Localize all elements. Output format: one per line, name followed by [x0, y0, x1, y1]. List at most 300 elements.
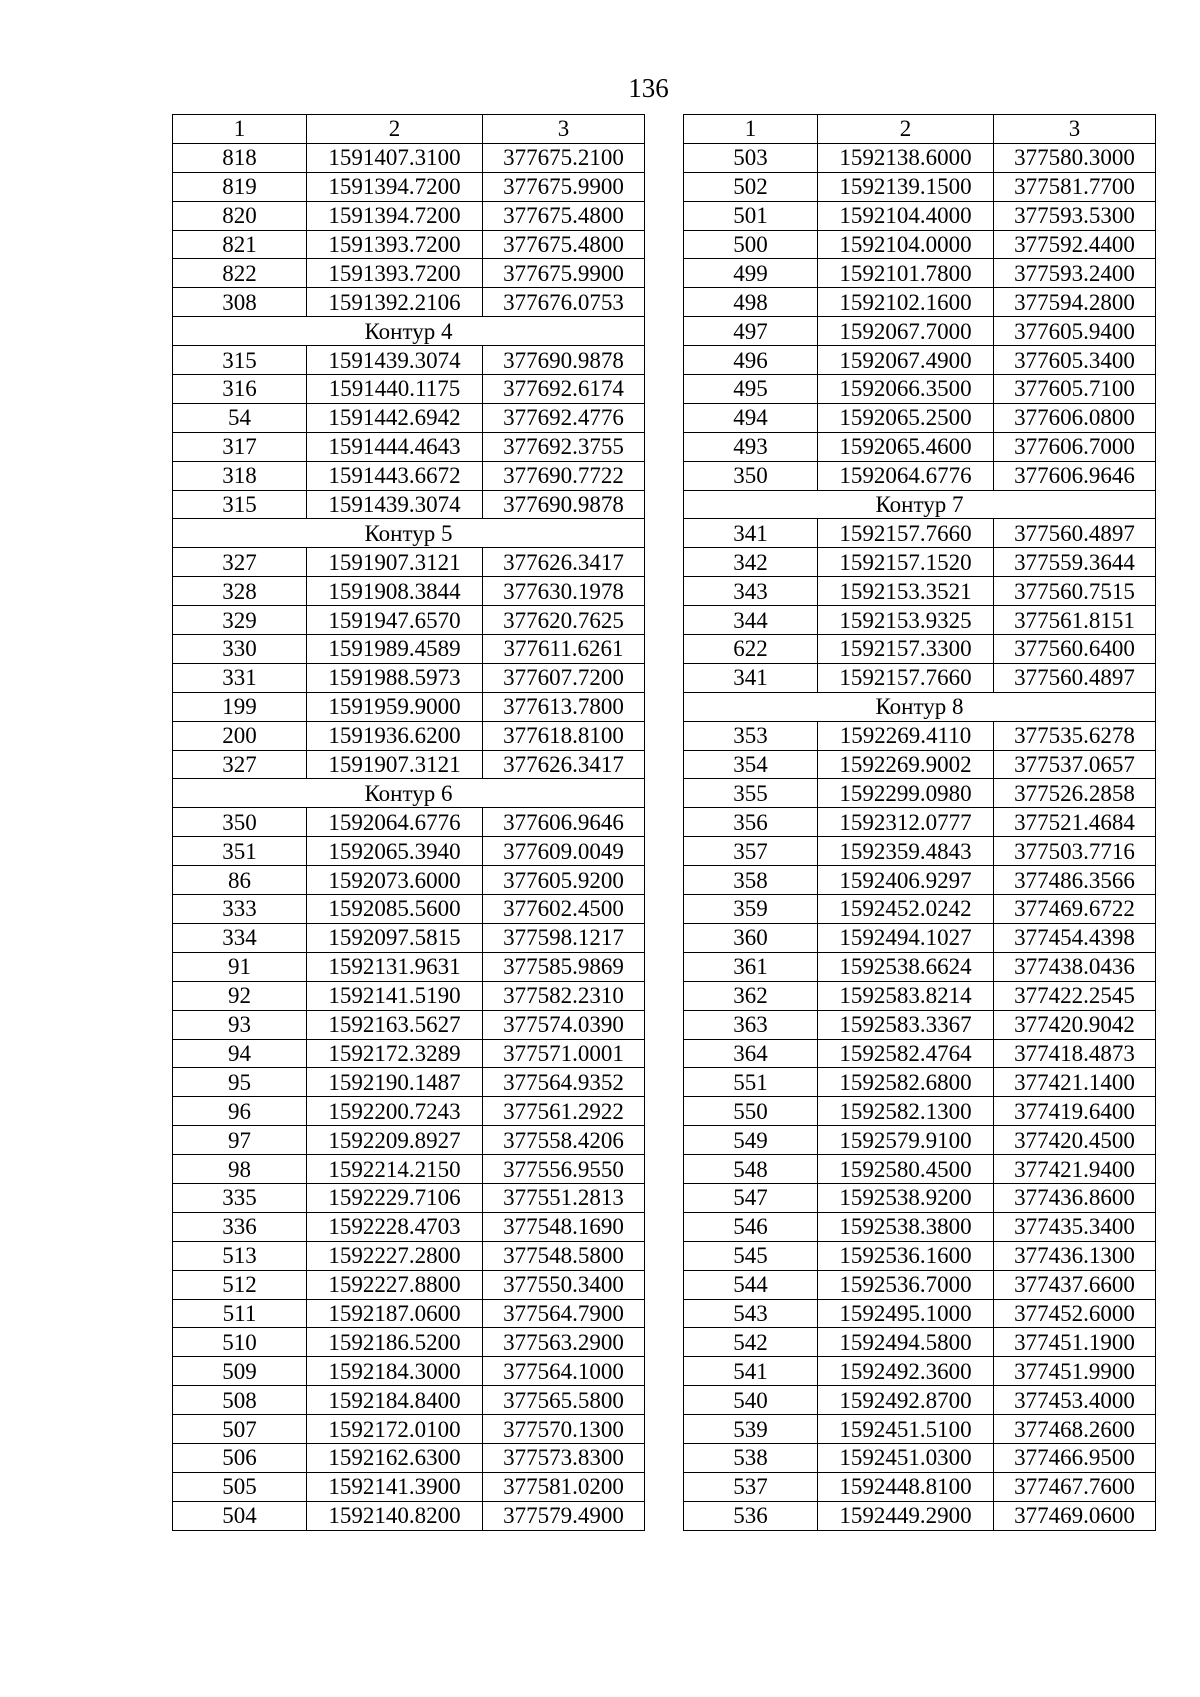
x-coordinate-cell: 1591936.6200 [307, 721, 483, 750]
y-coordinate-cell: 377605.9400 [994, 317, 1156, 346]
y-coordinate-cell: 377570.1300 [483, 1415, 645, 1444]
y-coordinate-cell: 377558.4206 [483, 1126, 645, 1155]
y-coordinate-cell: 377437.6600 [994, 1270, 1156, 1299]
x-coordinate-cell: 1592066.3500 [818, 375, 994, 404]
point-number-cell: 315 [173, 346, 307, 375]
x-coordinate-cell: 1592582.6800 [818, 1068, 994, 1097]
table-row [684, 779, 1156, 808]
point-number-cell: 501 [684, 201, 818, 230]
y-coordinate-cell: 377564.9352 [483, 1068, 645, 1097]
y-coordinate-cell: 377467.7600 [994, 1472, 1156, 1501]
table-row [173, 952, 645, 981]
y-coordinate-cell: 377611.6261 [483, 635, 645, 664]
x-coordinate-cell: 1592583.8214 [818, 981, 994, 1010]
table-row [173, 721, 645, 750]
y-coordinate-cell: 377503.7716 [994, 837, 1156, 866]
point-number-cell: 820 [173, 201, 307, 230]
x-coordinate-cell: 1592299.0980 [818, 779, 994, 808]
point-number-cell: 328 [173, 577, 307, 606]
table-row [173, 143, 645, 172]
y-coordinate-cell: 377579.4900 [483, 1501, 645, 1530]
point-number-cell: 92 [173, 981, 307, 1010]
point-number-cell: 499 [684, 259, 818, 288]
point-number-cell: 315 [173, 490, 307, 519]
x-coordinate-cell: 1591988.5973 [307, 663, 483, 692]
y-coordinate-cell: 377605.3400 [994, 346, 1156, 375]
point-number-cell: 504 [173, 1501, 307, 1530]
point-number-cell: 547 [684, 1183, 818, 1212]
x-coordinate-cell: 1592065.4600 [818, 432, 994, 461]
table-row [684, 1241, 1156, 1270]
table-row [173, 1212, 645, 1241]
y-coordinate-cell: 377436.1300 [994, 1241, 1156, 1270]
y-coordinate-cell: 377690.9878 [483, 490, 645, 519]
x-coordinate-cell: 1592536.1600 [818, 1241, 994, 1270]
section-row [684, 692, 1156, 721]
x-coordinate-cell: 1592153.3521 [818, 577, 994, 606]
point-number-cell: 334 [173, 923, 307, 952]
y-coordinate-cell: 377560.6400 [994, 635, 1156, 664]
x-coordinate-cell: 1591947.6570 [307, 606, 483, 635]
column-header-1: 1 [684, 115, 818, 144]
point-number-cell: 507 [173, 1415, 307, 1444]
table-row [173, 1270, 645, 1299]
y-coordinate-cell: 377556.9550 [483, 1155, 645, 1184]
point-number-cell: 341 [684, 663, 818, 692]
table-row [684, 808, 1156, 837]
point-number-cell: 93 [173, 1010, 307, 1039]
table-row [684, 1212, 1156, 1241]
y-coordinate-cell: 377598.1217 [483, 923, 645, 952]
y-coordinate-cell: 377548.1690 [483, 1212, 645, 1241]
table-row [684, 577, 1156, 606]
table-row [173, 692, 645, 721]
x-coordinate-cell: 1592157.7660 [818, 519, 994, 548]
x-coordinate-cell: 1591908.3844 [307, 577, 483, 606]
table-row [684, 952, 1156, 981]
table-row [684, 1010, 1156, 1039]
point-number-cell: 508 [173, 1386, 307, 1415]
y-coordinate-cell: 377420.9042 [994, 1010, 1156, 1039]
y-coordinate-cell: 377582.2310 [483, 981, 645, 1010]
x-coordinate-cell: 1592495.1000 [818, 1299, 994, 1328]
point-number-cell: 335 [173, 1183, 307, 1212]
point-number-cell: 343 [684, 577, 818, 606]
y-coordinate-cell: 377421.1400 [994, 1068, 1156, 1097]
table-row [173, 1299, 645, 1328]
section-title: Контур 8 [684, 692, 1156, 721]
y-coordinate-cell: 377537.0657 [994, 750, 1156, 779]
point-number-cell: 333 [173, 895, 307, 924]
table-row [684, 866, 1156, 895]
y-coordinate-cell: 377573.8300 [483, 1443, 645, 1472]
table-row [684, 721, 1156, 750]
y-coordinate-cell: 377435.3400 [994, 1212, 1156, 1241]
y-coordinate-cell: 377692.6174 [483, 375, 645, 404]
x-coordinate-cell: 1592186.5200 [307, 1328, 483, 1357]
point-number-cell: 344 [684, 606, 818, 635]
x-coordinate-cell: 1591959.9000 [307, 692, 483, 721]
point-number-cell: 95 [173, 1068, 307, 1097]
table-row [684, 375, 1156, 404]
point-number-cell: 506 [173, 1443, 307, 1472]
table-row [684, 1097, 1156, 1126]
table-row [684, 1270, 1156, 1299]
y-coordinate-cell: 377602.4500 [483, 895, 645, 924]
y-coordinate-cell: 377675.4800 [483, 230, 645, 259]
point-number-cell: 500 [684, 230, 818, 259]
y-coordinate-cell: 377469.6722 [994, 895, 1156, 924]
x-coordinate-cell: 1591394.7200 [307, 201, 483, 230]
x-coordinate-cell: 1592536.7000 [818, 1270, 994, 1299]
point-number-cell: 538 [684, 1443, 818, 1472]
y-coordinate-cell: 377438.0436 [994, 952, 1156, 981]
y-coordinate-cell: 377564.7900 [483, 1299, 645, 1328]
x-coordinate-cell: 1592312.0777 [818, 808, 994, 837]
section-row [684, 490, 1156, 519]
point-number-cell: 513 [173, 1241, 307, 1270]
section-title: Контур 4 [173, 317, 645, 346]
point-number-cell: 336 [173, 1212, 307, 1241]
x-coordinate-cell: 1592104.0000 [818, 230, 994, 259]
column-header-3: 3 [483, 115, 645, 144]
x-coordinate-cell: 1592538.6624 [818, 952, 994, 981]
table-row [684, 259, 1156, 288]
point-number-cell: 356 [684, 808, 818, 837]
table-row [684, 1299, 1156, 1328]
point-number-cell: 199 [173, 692, 307, 721]
point-number-cell: 360 [684, 923, 818, 952]
table-row [684, 346, 1156, 375]
table-row [684, 1443, 1156, 1472]
y-coordinate-cell: 377620.7625 [483, 606, 645, 635]
table-row [684, 403, 1156, 432]
table-row [684, 750, 1156, 779]
table-row [684, 1126, 1156, 1155]
table-row [173, 635, 645, 664]
y-coordinate-cell: 377580.3000 [994, 143, 1156, 172]
table-row [173, 1010, 645, 1039]
x-coordinate-cell: 1592538.3800 [818, 1212, 994, 1241]
y-coordinate-cell: 377560.7515 [994, 577, 1156, 606]
y-coordinate-cell: 377535.6278 [994, 721, 1156, 750]
point-number-cell: 494 [684, 403, 818, 432]
page-number: 136 [628, 73, 669, 103]
table-row [173, 837, 645, 866]
x-coordinate-cell: 1592172.0100 [307, 1415, 483, 1444]
table-row [684, 837, 1156, 866]
x-coordinate-cell: 1592227.2800 [307, 1241, 483, 1270]
table-row [684, 1472, 1156, 1501]
y-coordinate-cell: 377581.7700 [994, 172, 1156, 201]
y-coordinate-cell: 377561.8151 [994, 606, 1156, 635]
x-coordinate-cell: 1591392.2106 [307, 288, 483, 317]
table-row [173, 548, 645, 577]
x-coordinate-cell: 1592200.7243 [307, 1097, 483, 1126]
point-number-cell: 330 [173, 635, 307, 664]
y-coordinate-cell: 377581.0200 [483, 1472, 645, 1501]
table-row [173, 1241, 645, 1270]
table-row [173, 1501, 645, 1530]
y-coordinate-cell: 377559.3644 [994, 548, 1156, 577]
y-coordinate-cell: 377436.8600 [994, 1183, 1156, 1212]
x-coordinate-cell: 1592172.3289 [307, 1039, 483, 1068]
x-coordinate-cell: 1592583.3367 [818, 1010, 994, 1039]
table-row [684, 201, 1156, 230]
y-coordinate-cell: 377692.3755 [483, 432, 645, 461]
point-number-cell: 542 [684, 1328, 818, 1357]
y-coordinate-cell: 377692.4776 [483, 403, 645, 432]
point-number-cell: 497 [684, 317, 818, 346]
x-coordinate-cell: 1592184.3000 [307, 1357, 483, 1386]
point-number-cell: 512 [173, 1270, 307, 1299]
column-header-2: 2 [818, 115, 994, 144]
point-number-cell: 537 [684, 1472, 818, 1501]
point-number-cell: 357 [684, 837, 818, 866]
point-number-cell: 548 [684, 1155, 818, 1184]
y-coordinate-cell: 377676.0753 [483, 288, 645, 317]
x-coordinate-cell: 1591394.7200 [307, 172, 483, 201]
y-coordinate-cell: 377607.7200 [483, 663, 645, 692]
table-row [173, 288, 645, 317]
y-coordinate-cell: 377606.7000 [994, 432, 1156, 461]
table-row [684, 288, 1156, 317]
x-coordinate-cell: 1592494.1027 [818, 923, 994, 952]
y-coordinate-cell: 377606.9646 [483, 808, 645, 837]
point-number-cell: 544 [684, 1270, 818, 1299]
column-header-3: 3 [994, 115, 1156, 144]
point-number-cell: 361 [684, 952, 818, 981]
table-body [173, 143, 645, 1530]
x-coordinate-cell: 1592097.5815 [307, 923, 483, 952]
x-coordinate-cell: 1592141.3900 [307, 1472, 483, 1501]
point-number-cell: 509 [173, 1357, 307, 1386]
point-number-cell: 317 [173, 432, 307, 461]
y-coordinate-cell: 377452.6000 [994, 1299, 1156, 1328]
y-coordinate-cell: 377592.4400 [994, 230, 1156, 259]
x-coordinate-cell: 1592359.4843 [818, 837, 994, 866]
point-number-cell: 539 [684, 1415, 818, 1444]
point-number-cell: 358 [684, 866, 818, 895]
table-row [173, 172, 645, 201]
point-number-cell: 354 [684, 750, 818, 779]
x-coordinate-cell: 1592139.1500 [818, 172, 994, 201]
x-coordinate-cell: 1592582.4764 [818, 1039, 994, 1068]
table-row [173, 432, 645, 461]
table-row [173, 1183, 645, 1212]
y-coordinate-cell: 377561.2922 [483, 1097, 645, 1126]
table-row [684, 1386, 1156, 1415]
section-row [173, 317, 645, 346]
y-coordinate-cell: 377560.4897 [994, 519, 1156, 548]
table-row [684, 1155, 1156, 1184]
table-row [173, 1386, 645, 1415]
y-coordinate-cell: 377550.3400 [483, 1270, 645, 1299]
y-coordinate-cell: 377593.2400 [994, 259, 1156, 288]
point-number-cell: 819 [173, 172, 307, 201]
y-coordinate-cell: 377468.2600 [994, 1415, 1156, 1444]
y-coordinate-cell: 377609.0049 [483, 837, 645, 866]
x-coordinate-cell: 1592163.5627 [307, 1010, 483, 1039]
x-coordinate-cell: 1592451.5100 [818, 1415, 994, 1444]
x-coordinate-cell: 1592538.9200 [818, 1183, 994, 1212]
coordinates-table-left [172, 114, 645, 1531]
y-coordinate-cell: 377675.4800 [483, 201, 645, 230]
table-row [684, 663, 1156, 692]
section-row [173, 779, 645, 808]
point-number-cell: 342 [684, 548, 818, 577]
x-coordinate-cell: 1592102.1600 [818, 288, 994, 317]
table-row [173, 1068, 645, 1097]
point-number-cell: 316 [173, 375, 307, 404]
x-coordinate-cell: 1591989.4589 [307, 635, 483, 664]
table-row [173, 606, 645, 635]
x-coordinate-cell: 1591393.7200 [307, 259, 483, 288]
x-coordinate-cell: 1592187.0600 [307, 1299, 483, 1328]
table-row [684, 1183, 1156, 1212]
point-number-cell: 498 [684, 288, 818, 317]
point-number-cell: 351 [173, 837, 307, 866]
x-coordinate-cell: 1592141.5190 [307, 981, 483, 1010]
y-coordinate-cell: 377560.4897 [994, 663, 1156, 692]
x-coordinate-cell: 1592064.6776 [818, 461, 994, 490]
x-coordinate-cell: 1591440.1175 [307, 375, 483, 404]
column-header-1: 1 [173, 115, 307, 144]
point-number-cell: 200 [173, 721, 307, 750]
table-row [684, 230, 1156, 259]
x-coordinate-cell: 1592138.6000 [818, 143, 994, 172]
x-coordinate-cell: 1592157.3300 [818, 635, 994, 664]
x-coordinate-cell: 1592494.5800 [818, 1328, 994, 1357]
point-number-cell: 350 [684, 461, 818, 490]
x-coordinate-cell: 1592085.5600 [307, 895, 483, 924]
table-row [684, 923, 1156, 952]
table-row [173, 895, 645, 924]
y-coordinate-cell: 377585.9869 [483, 952, 645, 981]
y-coordinate-cell: 377564.1000 [483, 1357, 645, 1386]
table-row [173, 750, 645, 779]
point-number-cell: 495 [684, 375, 818, 404]
x-coordinate-cell: 1591439.3074 [307, 346, 483, 375]
y-coordinate-cell: 377675.9900 [483, 259, 645, 288]
table-row [684, 1415, 1156, 1444]
y-coordinate-cell: 377605.9200 [483, 866, 645, 895]
point-number-cell: 350 [173, 808, 307, 837]
x-coordinate-cell: 1591907.3121 [307, 750, 483, 779]
x-coordinate-cell: 1591407.3100 [307, 143, 483, 172]
table-row [173, 577, 645, 606]
y-coordinate-cell: 377593.5300 [994, 201, 1156, 230]
point-number-cell: 308 [173, 288, 307, 317]
table-row [173, 808, 645, 837]
table-row [173, 259, 645, 288]
x-coordinate-cell: 1592269.4110 [818, 721, 994, 750]
point-number-cell: 331 [173, 663, 307, 692]
x-coordinate-cell: 1592064.6776 [307, 808, 483, 837]
table-row [173, 201, 645, 230]
y-coordinate-cell: 377453.4000 [994, 1386, 1156, 1415]
y-coordinate-cell: 377571.0001 [483, 1039, 645, 1068]
x-coordinate-cell: 1592229.7106 [307, 1183, 483, 1212]
y-coordinate-cell: 377454.4398 [994, 923, 1156, 952]
point-number-cell: 353 [684, 721, 818, 750]
x-coordinate-cell: 1592157.1520 [818, 548, 994, 577]
x-coordinate-cell: 1592579.9100 [818, 1126, 994, 1155]
point-number-cell: 364 [684, 1039, 818, 1068]
y-coordinate-cell: 377526.2858 [994, 779, 1156, 808]
table-row [173, 403, 645, 432]
table-row [684, 317, 1156, 346]
x-coordinate-cell: 1592104.4000 [818, 201, 994, 230]
point-number-cell: 362 [684, 981, 818, 1010]
y-coordinate-cell: 377548.5800 [483, 1241, 645, 1270]
table-row [684, 1328, 1156, 1357]
table-row [684, 1501, 1156, 1530]
y-coordinate-cell: 377521.4684 [994, 808, 1156, 837]
x-coordinate-cell: 1592140.8200 [307, 1501, 483, 1530]
table-row [684, 1357, 1156, 1386]
y-coordinate-cell: 377422.2545 [994, 981, 1156, 1010]
y-coordinate-cell: 377618.8100 [483, 721, 645, 750]
table-row [173, 1039, 645, 1068]
table-row [684, 981, 1156, 1010]
table-row [173, 346, 645, 375]
x-coordinate-cell: 1592073.6000 [307, 866, 483, 895]
x-coordinate-cell: 1592067.7000 [818, 317, 994, 346]
x-coordinate-cell: 1592227.8800 [307, 1270, 483, 1299]
y-coordinate-cell: 377675.9900 [483, 172, 645, 201]
table-row [684, 1068, 1156, 1097]
x-coordinate-cell: 1591442.6942 [307, 403, 483, 432]
table-row [173, 866, 645, 895]
point-number-cell: 91 [173, 952, 307, 981]
y-coordinate-cell: 377626.3417 [483, 750, 645, 779]
point-number-cell: 551 [684, 1068, 818, 1097]
point-number-cell: 502 [684, 172, 818, 201]
table-row [684, 143, 1156, 172]
table-row [173, 1126, 645, 1155]
point-number-cell: 94 [173, 1039, 307, 1068]
table-row [684, 1039, 1156, 1068]
x-coordinate-cell: 1592153.9325 [818, 606, 994, 635]
point-number-cell: 318 [173, 461, 307, 490]
x-coordinate-cell: 1592448.8100 [818, 1472, 994, 1501]
point-number-cell: 341 [684, 519, 818, 548]
point-number-cell: 503 [684, 143, 818, 172]
table-row [684, 548, 1156, 577]
point-number-cell: 540 [684, 1386, 818, 1415]
point-number-cell: 363 [684, 1010, 818, 1039]
point-number-cell: 821 [173, 230, 307, 259]
point-number-cell: 622 [684, 635, 818, 664]
y-coordinate-cell: 377563.2900 [483, 1328, 645, 1357]
x-coordinate-cell: 1592209.8927 [307, 1126, 483, 1155]
y-coordinate-cell: 377675.2100 [483, 143, 645, 172]
section-title: Контур 7 [684, 490, 1156, 519]
point-number-cell: 359 [684, 895, 818, 924]
point-number-cell: 327 [173, 750, 307, 779]
table-row [173, 1328, 645, 1357]
y-coordinate-cell: 377420.4500 [994, 1126, 1156, 1155]
table-row [173, 1443, 645, 1472]
point-number-cell: 546 [684, 1212, 818, 1241]
y-coordinate-cell: 377418.4873 [994, 1039, 1156, 1068]
x-coordinate-cell: 1592065.2500 [818, 403, 994, 432]
table-row [684, 172, 1156, 201]
point-number-cell: 86 [173, 866, 307, 895]
y-coordinate-cell: 377551.2813 [483, 1183, 645, 1212]
y-coordinate-cell: 377606.0800 [994, 403, 1156, 432]
